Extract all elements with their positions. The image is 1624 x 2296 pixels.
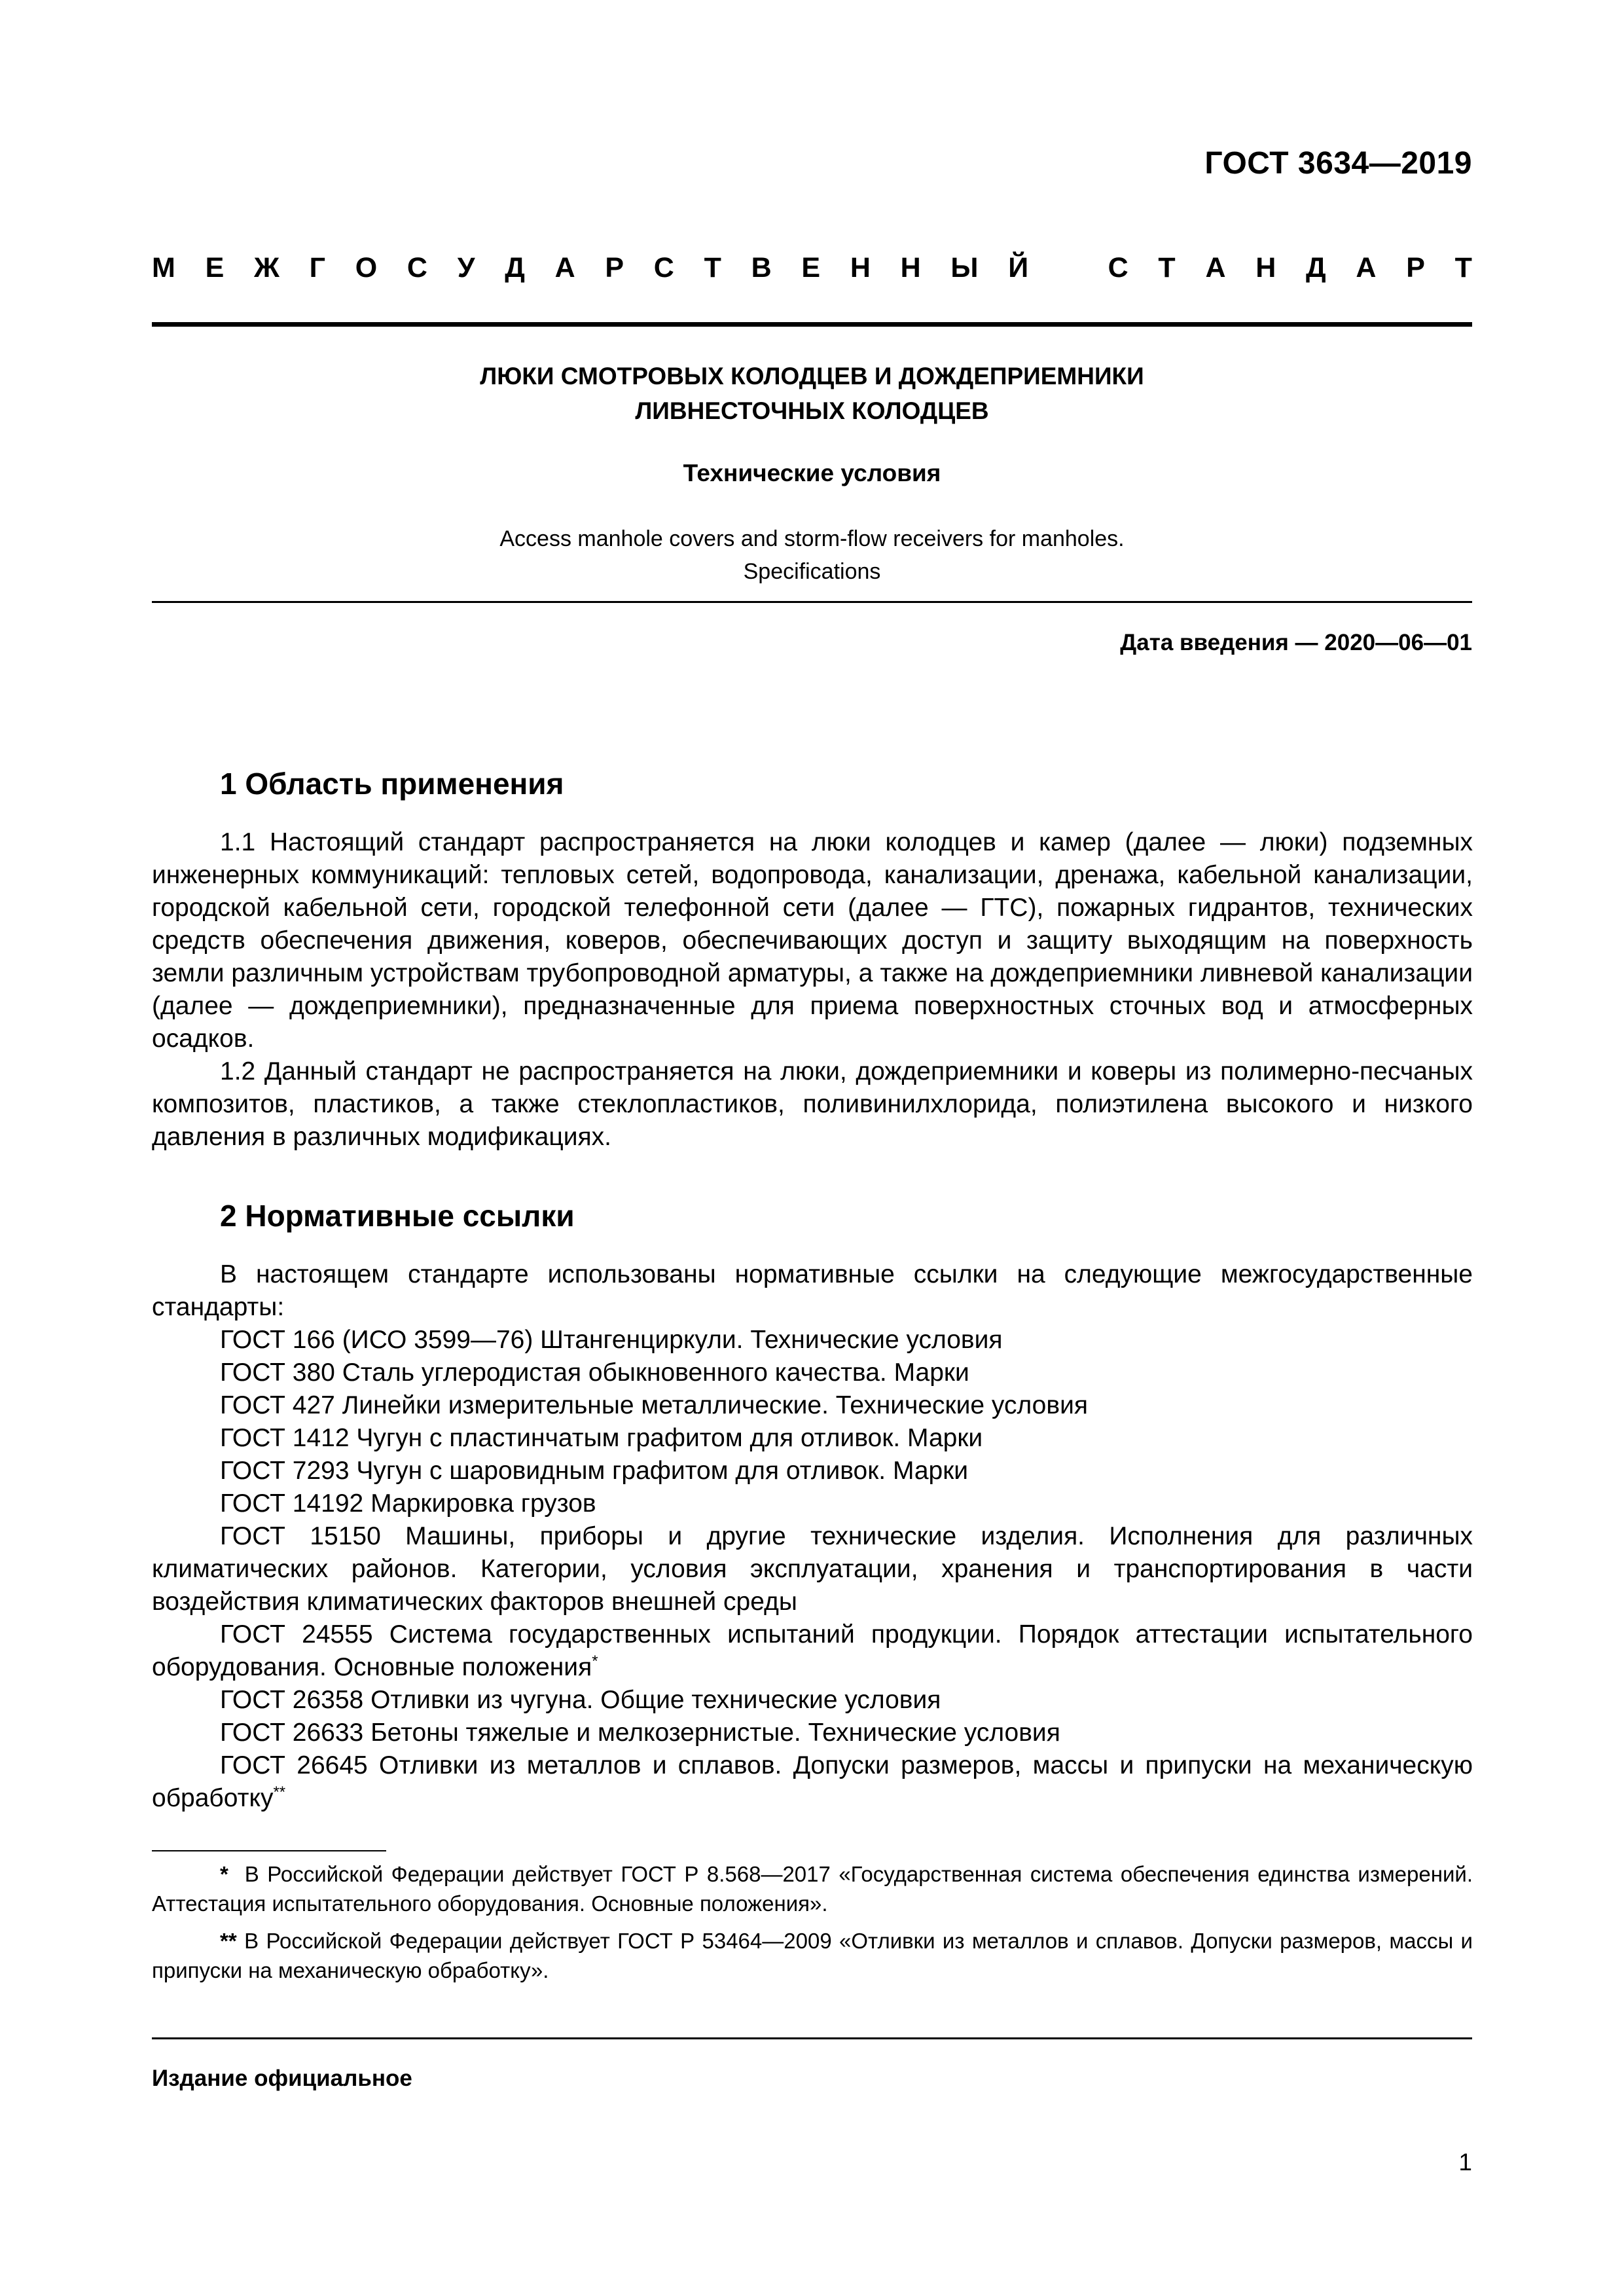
paragraph-1-2: 1.2 Данный стандарт не распространяется на люки, дождеприемники и коверы из полимерно-песчаных композитов, пластиков, а также стеклопластиков, поливинилхлорида, полиэтилена высокого и низкого давления в различных модификациях. [152,1057,1473,1151]
reference-text: ГОСТ 24555 Система государственных испытаний продукции. Порядок аттестации испытательного оборудования. Основные положения [152,1620,1473,1681]
english-title-line-1: Access manhole covers and storm-flow receivers for manholes. [499,526,1125,551]
page-number: 1 [1458,2149,1472,2176]
interstate-letter: Т [1158,252,1176,283]
gost-number: ГОСТ 3634—2019 [1204,146,1472,181]
english-title-line-2: Specifications [743,559,881,584]
interstate-letter: У [457,252,475,283]
reference-item: ГОСТ 7293 Чугун с шаровидным графитом для отливок. Марки [220,1457,969,1485]
interstate-letter: Н [1255,252,1276,283]
footnote-separator [152,1850,386,1851]
reference-item-footnoted [152,1749,1473,1815]
interstate-letter: Р [605,252,624,283]
reference-item: ГОСТ 26358 Отливки из чугуна. Общие технические условия [220,1686,941,1714]
footnote-1-text: В Российской Федерации действует ГОСТ Р 8.568—2017 «Государственная система обеспечения единства измерений. Аттестация испытательного оборудования. Основные положения». [152,1862,1473,1916]
section-2-body [152,1258,1473,1815]
title-rule [152,601,1472,603]
footnote-reference-2[interactable]: ** [273,1783,286,1801]
introduction-date: Дата введения — 2020—06—01 [1120,630,1472,655]
footer-rule [152,2037,1472,2039]
interstate-standard-heading [152,252,1472,284]
paragraph-1-1: 1.1 Настоящий стандарт распространяется на люки колодцев и камер (далее — люки) подземных инженерных коммуникаций: тепловых сетей, водопровода, канализации, дренажа, кабельной канализации, городской кабельной сети, городской телефонной сети (далее — ГТС), пожарных гидрантов, технических средств обеспечения движения, коверов, обеспечивающих доступ и защиту выходящим на поверхность земли различным устройствам трубопроводной арматуры, а также на дождеприемники ливневой канализации (далее — дождеприемники), предназначенные для приема поверхностных сточных вод и атмосферных осадков. [152,828,1473,1053]
interstate-letter [1058,252,1078,284]
section-2-heading: 2 Нормативные ссылки [220,1199,575,1233]
reference-item-footnoted [152,1618,1473,1684]
english-title [152,522,1472,588]
section-1-body [152,826,1473,1154]
interstate-letter: Н [900,252,921,283]
references-intro: В настоящем стандарте использованы нормативные ссылки на следующие межгосударственные стандарты: [152,1260,1473,1321]
interstate-letter: С [653,252,674,283]
header-rule [152,322,1472,327]
interstate-letter: В [751,252,772,283]
title-line-1: ЛЮКИ СМОТРОВЫХ КОЛОДЦЕВ И ДОЖДЕПРИЕМНИКИ [480,363,1144,390]
interstate-letter: С [1108,252,1128,283]
reference-item: ГОСТ 14192 Маркировка грузов [220,1489,596,1518]
interstate-letter: Р [1406,252,1425,283]
reference-text: ГОСТ 26645 Отливки из металлов и сплавов. Допуски размеров, массы и припуски на механическую обработку [152,1751,1473,1812]
interstate-letter: С [406,252,427,283]
document-subtitle: Технические условия [683,460,941,486]
interstate-letter: Д [505,252,525,283]
reference-item: ГОСТ 166 (ИСО 3599—76) Штангенциркули. Технические условия [220,1326,1003,1354]
reference-item: ГОСТ 26633 Бетоны тяжелые и мелкозернистые. Технические условия [220,1719,1060,1747]
footnote-2 [152,1926,1473,1985]
reference-item: ГОСТ 427 Линейки измерительные металлические. Технические условия [220,1391,1088,1419]
interstate-letter: Ы [950,252,979,283]
footnote-1-mark: * [220,1862,228,1886]
interstate-letter: Г [309,252,325,283]
footnote-reference-1[interactable]: * [592,1652,598,1670]
interstate-letter: М [152,252,175,283]
reference-item: ГОСТ 380 Сталь углеродистая обыкновенного качества. Марки [220,1358,969,1387]
document-title [152,359,1472,428]
interstate-letter: Ж [253,252,280,283]
section-1-heading: 1 Область применения [220,767,564,801]
interstate-letter: Й [1008,252,1029,283]
footnotes [152,1859,1473,1985]
reference-item: ГОСТ 1412 Чугун с пластинчатым графитом для отливок. Марки [220,1424,983,1452]
interstate-letter: А [1205,252,1226,283]
interstate-letter: Е [801,252,821,283]
title-line-2: ЛИВНЕСТОЧНЫХ КОЛОДЦЕВ [635,397,989,424]
footnote-1 [152,1859,1473,1918]
footnote-2-mark: ** [220,1929,237,1953]
interstate-letter: Д [1306,252,1326,283]
interstate-letter: А [1356,252,1377,283]
footnote-2-text: В Российской Федерации действует ГОСТ Р 53464—2009 «Отливки из металлов и сплавов. Допуски размеров, массы и припуски на механическую обработку». [152,1929,1473,1982]
reference-item: ГОСТ 15150 Машины, приборы и другие технические изделия. Исполнения для различных климатических районов. Категории, условия эксплуатации, хранения и транспортирования в части воздействия климатических факторов внешней среды [152,1522,1473,1616]
interstate-letter: А [554,252,575,283]
interstate-letter: О [355,252,378,283]
interstate-letter: Т [1454,252,1472,283]
interstate-letter: Т [704,252,721,283]
interstate-letter: Н [850,252,871,283]
official-edition-label: Издание официальное [152,2066,412,2091]
interstate-letter: Е [205,252,225,283]
